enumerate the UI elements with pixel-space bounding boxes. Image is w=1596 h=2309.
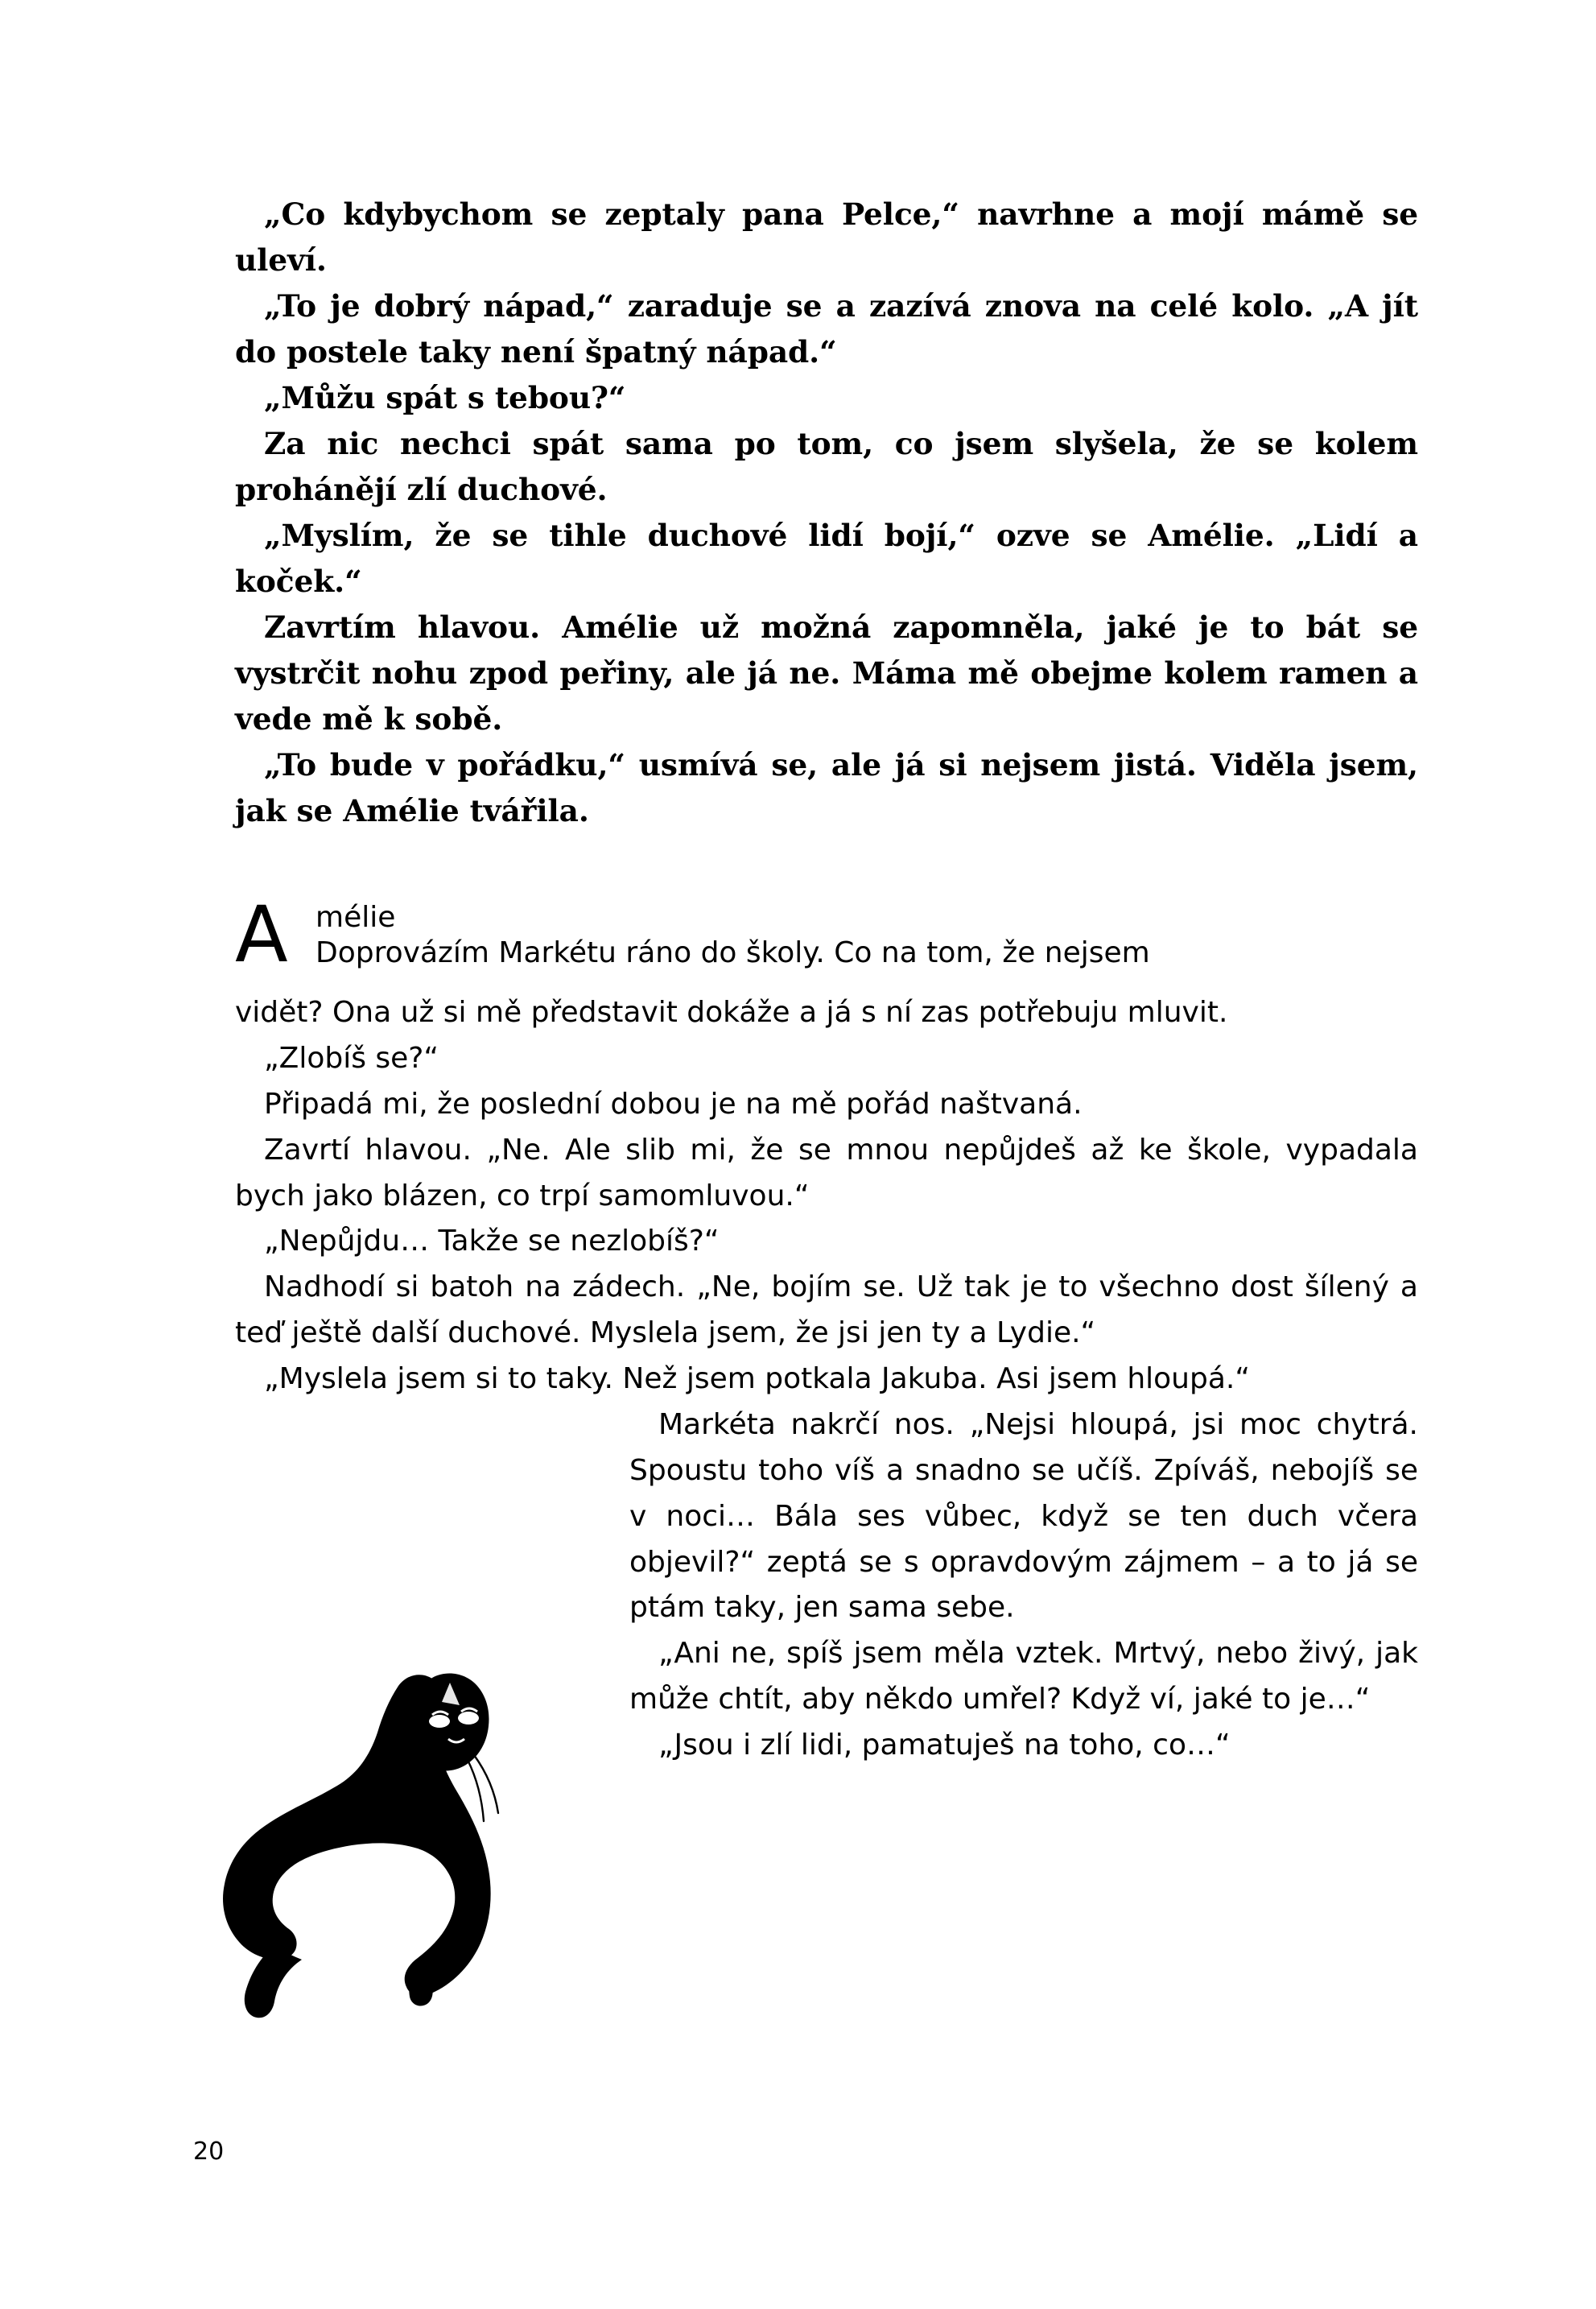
paragraph: Zavrtí hlavou. „Ne. Ale slib mi, že se mnou nepůjdeš až ke škole, vypadala bych jako blázen, co trpí samomluvou.“	[235, 1133, 1418, 1212]
text-column	[235, 192, 1418, 1770]
paragraph: „To bude v pořádku,“ usmívá se, ale já si nejsem jistá. Viděla jsem, jak se Amélie tvářila.	[235, 747, 1418, 828]
paragraph: „Co kdybychom se zeptaly pana Pelce,“ navrhne a mojí mámě se uleví.	[235, 196, 1418, 278]
section-heading-rest: mélie	[315, 901, 396, 934]
paragraph: „Můžu spát s tebou?“	[264, 380, 626, 415]
paragraph-first-line: Doprovázím Markétu ráno do školy. Co na tom, že nejsem	[315, 936, 1150, 969]
section-amelie-narration	[235, 890, 1418, 1769]
paragraph: Připadá mi, že poslední dobou je na mě pořád naštvaná.	[264, 1087, 1083, 1121]
section-markets-narration	[235, 192, 1418, 834]
page-number: 20	[193, 2138, 225, 2166]
paragraph: „To je dobrý nápad,“ zaraduje se a zazívá znova na celé kolo. „A jít do postele taky není špatný nápad.“	[235, 288, 1418, 370]
paragraph: vidět? Ona už si mě představit dokáže a já s ní zas potřebuju mluvit.	[235, 996, 1228, 1029]
paragraph: Zavrtím hlavou. Amélie už možná zapomněla, jaké je to bát se vystrčit nohu zpod peřiny, ale já ne. Máma mě obejme kolem ramen a vede mě k sobě.	[235, 609, 1418, 737]
illustration-float-spacer	[235, 1407, 613, 1770]
paragraph: „Myslela jsem si to taky. Než jsem potkala Jakuba. Asi jsem hloupá.“	[264, 1362, 1250, 1395]
paragraph: „Jsou i zlí lidi, pamatuješ na toho, co…“	[658, 1729, 1231, 1762]
paragraph: Nadhodí si batoh na zádech. „Ne, bojím se. Už tak je to všechno dost šílený a teď ještě další duchové. Myslela jsem, že jsi jen ty a Lydie.“	[235, 1270, 1418, 1350]
paragraph: Za nic nechci spát sama po tom, co jsem slyšela, že se kolem prohánějí zlí duchové.	[235, 426, 1418, 507]
illustration-wrap-zone	[235, 1402, 1418, 1769]
paragraph: „Ani ne, spíš jsem měla vztek. Mrtvý, nebo živý, jak může chtít, aby někdo umřel? Když ví, jaké to je…“	[629, 1637, 1418, 1716]
paragraph: „Myslím, že se tihle duchové lidí bojí,“ ozve se Amélie. „Lidí a koček.“	[235, 518, 1418, 599]
paragraph: „Nepůjdu… Takže se nezlobíš?“	[264, 1225, 720, 1258]
dropcap-block	[235, 890, 1418, 990]
drop-cap-letter: A	[235, 890, 288, 980]
paragraph: „Zlobíš se?“	[264, 1041, 439, 1075]
paragraph: Markéta nakrčí nos. „Nejsi hloupá, jsi moc chytrá. Spoustu toho víš a snadno se učíš. Zpíváš, nebojíš se v noci… Bála ses vůbec, když se ten duch včera objevil?“ zeptá se s opravdovým zájmem – a to já se ptám taky, jen sama sebe.	[629, 1407, 1418, 1625]
